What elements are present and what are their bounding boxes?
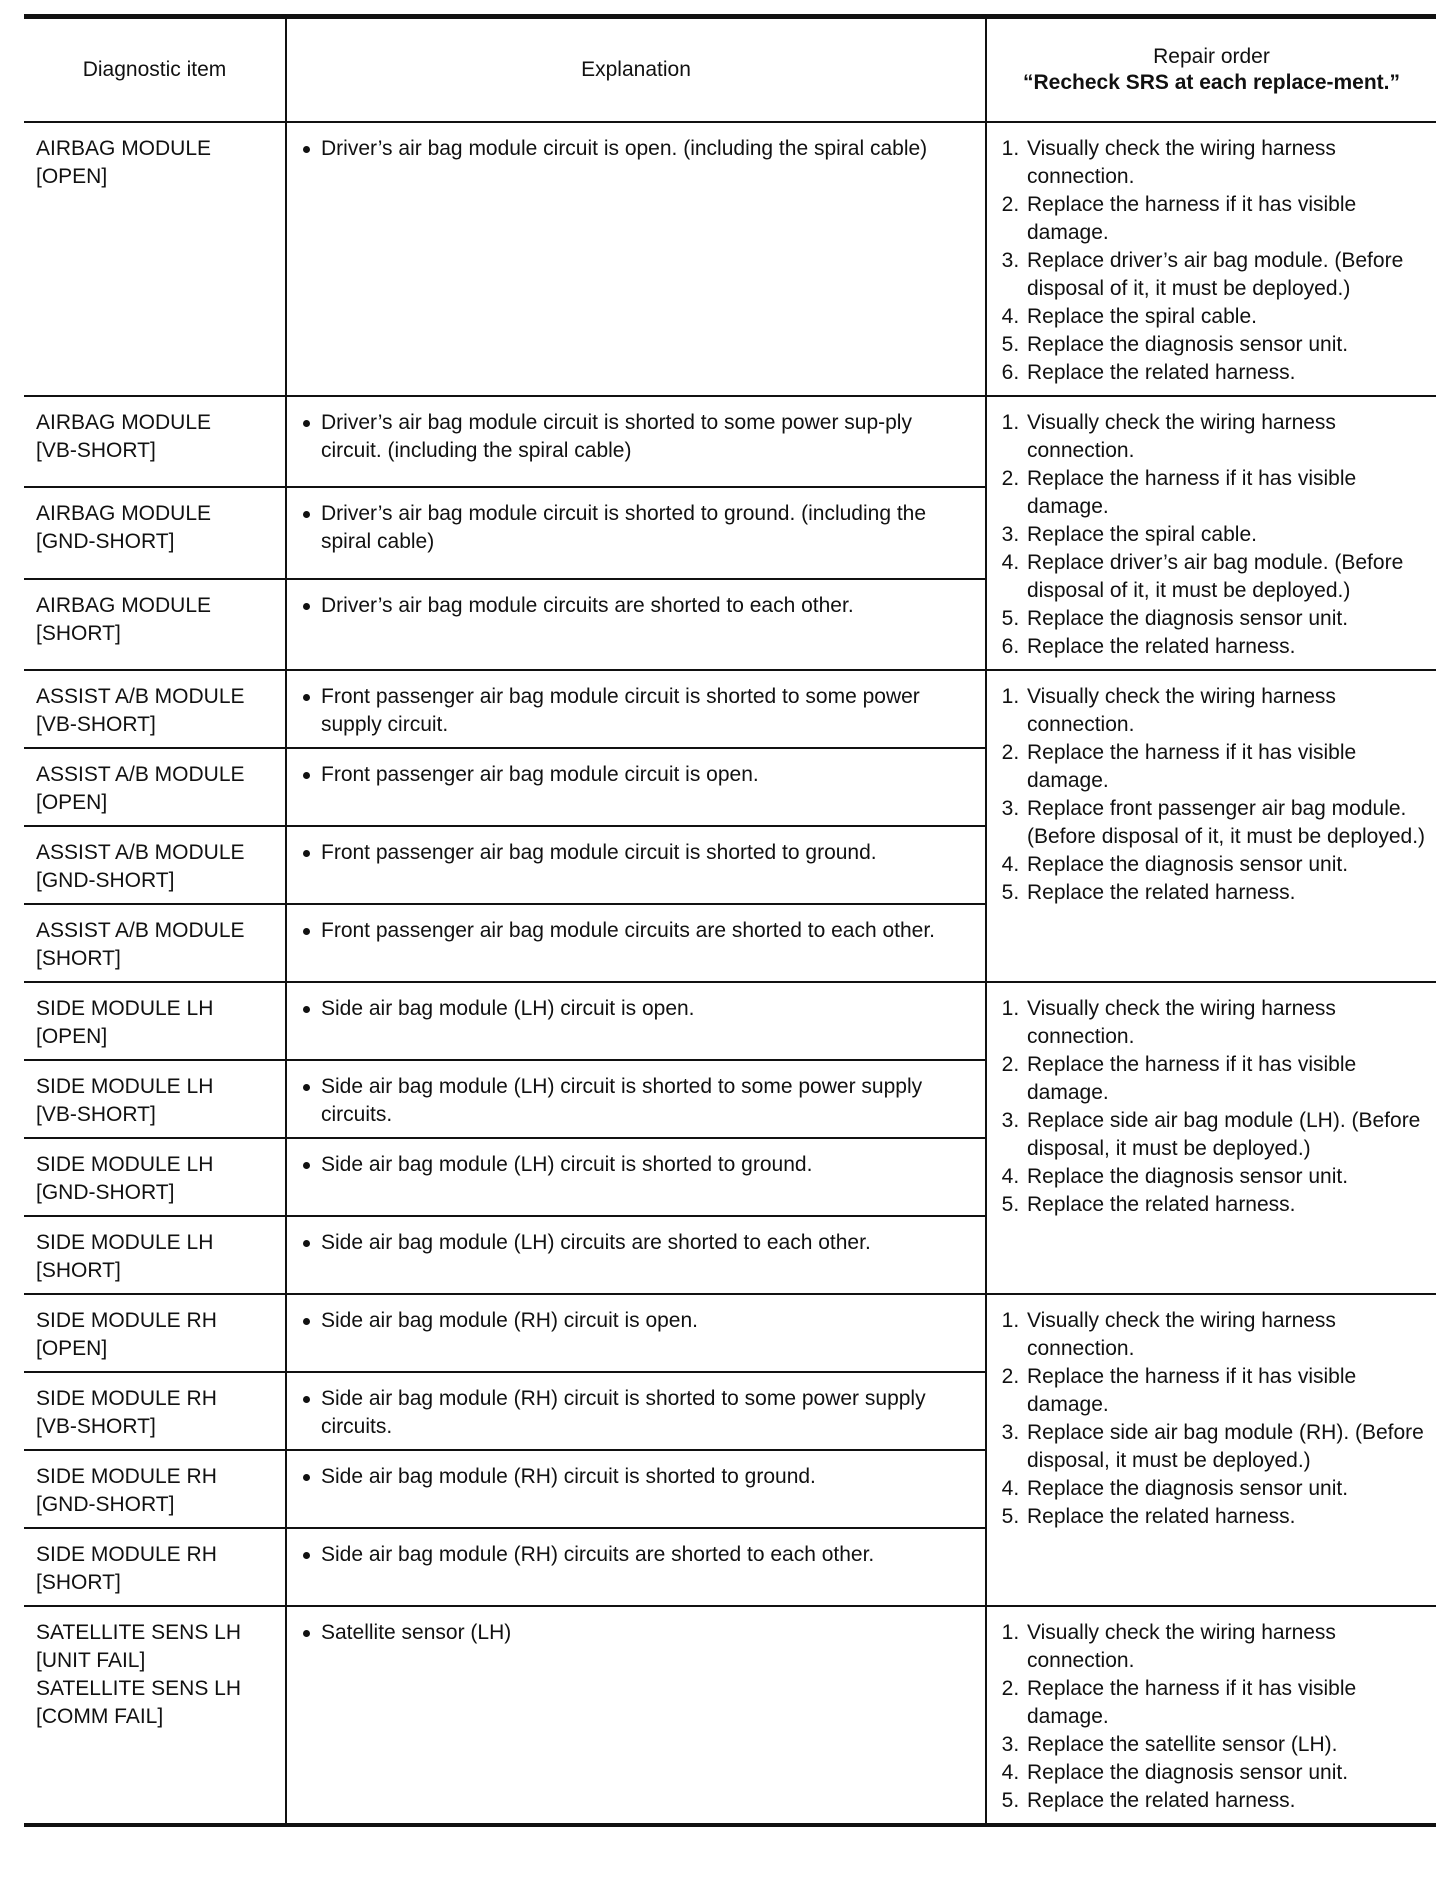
explanation-text: Side air bag module (LH) circuits are shorted to each other. <box>299 1229 975 1257</box>
table-row <box>24 982 1436 1060</box>
repair-steps <box>995 1619 1426 1815</box>
explanation-text: Front passenger air bag module circuit is open. <box>299 761 975 789</box>
item-code: [SHORT] <box>36 1259 121 1282</box>
item-name: SATELLITE SENS LH <box>36 1677 242 1700</box>
explanation-text: Front passenger air bag module circuit is shorted to ground. <box>299 839 975 867</box>
repair-step: 2. Replace the harness if it has visible damage. <box>1025 465 1426 521</box>
header-repair-note: “Recheck SRS at each replace-ment.” <box>1023 71 1400 94</box>
item-code: [OPEN] <box>36 165 108 188</box>
diagnostic-item-cell <box>24 1450 286 1528</box>
diagnostic-item-cell <box>24 579 286 670</box>
item-code: [OPEN] <box>36 791 108 814</box>
repair-step: 5. Replace the related harness. <box>1025 1503 1426 1531</box>
repair-step: 5. Replace the related harness. <box>1025 1191 1426 1219</box>
repair-step: 2. Replace the harness if it has visible damage. <box>1025 739 1426 795</box>
repair-step: 3. Replace side air bag module (LH). (Before disposal, it must be deployed.) <box>1025 1107 1426 1163</box>
header-repair-order <box>986 17 1436 123</box>
explanation-text: Driver’s air bag module circuit is shorted to ground. (including the spiral cable) <box>299 500 975 556</box>
item-code: [UNIT FAIL] <box>36 1649 146 1672</box>
repair-order-cell <box>986 670 1436 982</box>
repair-step: 3. Replace the spiral cable. <box>1025 521 1426 549</box>
explanation-text: Front passenger air bag module circuits are shorted to each other. <box>299 917 975 945</box>
item-name: ASSIST A/B MODULE <box>36 841 245 864</box>
item-code: [GND-SHORT] <box>36 530 175 554</box>
explanation-text: Driver’s air bag module circuit is shorted to some power sup-ply circuit. (including the spiral cable) <box>299 409 975 465</box>
item-code: [GND-SHORT] <box>36 869 175 892</box>
table-row <box>24 670 1436 748</box>
explanation-text: Driver’s air bag module circuit is open. (including the spiral cable) <box>299 135 975 163</box>
table-row <box>24 396 1436 487</box>
repair-step: 1. Visually check the wiring harness connection. <box>1025 1307 1426 1363</box>
explanation-cell <box>286 904 986 982</box>
diagnostic-table <box>24 14 1436 1827</box>
repair-step: 2. Replace the harness if it has visible damage. <box>1025 1675 1426 1731</box>
explanation-text: Side air bag module (LH) circuit is shorted to ground. <box>299 1151 975 1179</box>
repair-step: 5. Replace the diagnosis sensor unit. <box>1025 605 1426 633</box>
repair-order-cell <box>986 1294 1436 1606</box>
repair-step: 3. Replace the satellite sensor (LH). <box>1025 1731 1426 1759</box>
item-code: [VB-SHORT] <box>36 1415 156 1438</box>
repair-step: 3. Replace side air bag module (RH). (Before disposal, it must be deployed.) <box>1025 1419 1426 1475</box>
repair-step: 5. Replace the related harness. <box>1025 1787 1426 1815</box>
explanation-cell <box>286 1216 986 1294</box>
header-diagnostic-item: Diagnostic item <box>24 17 286 123</box>
repair-step: 2. Replace the harness if it has visible damage. <box>1025 191 1426 247</box>
repair-order-cell <box>986 1606 1436 1825</box>
table-row <box>24 1294 1436 1372</box>
explanation-cell <box>286 826 986 904</box>
explanation-cell <box>286 1138 986 1216</box>
table-row <box>24 122 1436 396</box>
explanation-text: Side air bag module (LH) circuit is shorted to some power supply circuits. <box>299 1073 975 1129</box>
explanation-cell <box>286 1450 986 1528</box>
repair-step: 1. Visually check the wiring harness connection. <box>1025 995 1426 1051</box>
explanation-cell <box>286 1528 986 1606</box>
repair-step: 4. Replace the diagnosis sensor unit. <box>1025 1475 1426 1503</box>
repair-step: 5. Replace the diagnosis sensor unit. <box>1025 331 1426 359</box>
repair-step: 1. Visually check the wiring harness connection. <box>1025 683 1426 739</box>
item-code: [GND-SHORT] <box>36 1493 175 1516</box>
explanation-text: Driver’s air bag module circuits are shorted to each other. <box>299 592 975 620</box>
repair-steps <box>995 135 1426 387</box>
explanation-cell <box>286 748 986 826</box>
repair-step: 2. Replace the harness if it has visible damage. <box>1025 1363 1426 1419</box>
item-name: AIRBAG MODULE <box>36 411 212 434</box>
explanation-cell <box>286 982 986 1060</box>
item-code: [SHORT] <box>36 621 121 645</box>
repair-order-cell <box>986 396 1436 670</box>
diagnostic-item-cell <box>24 982 286 1060</box>
item-name: SIDE MODULE LH <box>36 1153 214 1176</box>
repair-step: 2. Replace the harness if it has visible damage. <box>1025 1051 1426 1107</box>
diagnostic-item-cell <box>24 487 286 578</box>
repair-step: 4. Replace the diagnosis sensor unit. <box>1025 851 1426 879</box>
item-code: [OPEN] <box>36 1025 108 1048</box>
header-row <box>24 17 1436 123</box>
item-name: AIRBAG MODULE <box>36 593 212 617</box>
repair-step: 4. Replace driver’s air bag module. (Before disposal of it, it must be deployed.) <box>1025 549 1426 605</box>
explanation-text: Side air bag module (RH) circuit is shorted to ground. <box>299 1463 975 1491</box>
item-name: ASSIST A/B MODULE <box>36 763 245 786</box>
table-row <box>24 1606 1436 1825</box>
diagnostic-item-cell <box>24 1294 286 1372</box>
diagnostic-item-cell <box>24 748 286 826</box>
item-name: SATELLITE SENS LH <box>36 1621 242 1644</box>
explanation-text: Front passenger air bag module circuit is shorted to some power supply circuit. <box>299 683 975 739</box>
item-name: SIDE MODULE LH <box>36 1075 214 1098</box>
repair-step: 1. Visually check the wiring harness connection. <box>1025 1619 1426 1675</box>
repair-step: 1. Visually check the wiring harness connection. <box>1025 409 1426 465</box>
header-explanation: Explanation <box>286 17 986 123</box>
explanation-text: Side air bag module (RH) circuit is shorted to some power supply circuits. <box>299 1385 975 1441</box>
explanation-cell <box>286 487 986 578</box>
item-code: [SHORT] <box>36 1571 121 1594</box>
explanation-cell <box>286 1060 986 1138</box>
repair-step: 5. Replace the related harness. <box>1025 879 1426 907</box>
repair-step: 6. Replace the related harness. <box>1025 359 1426 387</box>
repair-steps <box>995 683 1426 907</box>
explanation-cell <box>286 1294 986 1372</box>
explanation-cell <box>286 122 986 396</box>
diagnostic-item-cell <box>24 1216 286 1294</box>
item-name: AIRBAG MODULE <box>36 502 212 526</box>
diagnostic-item-cell <box>24 1606 286 1825</box>
repair-steps <box>995 1307 1426 1531</box>
diagnostic-item-cell <box>24 1060 286 1138</box>
repair-step: 3. Replace front passenger air bag module. (Before disposal of it, it must be deployed.) <box>1025 795 1426 851</box>
explanation-cell <box>286 1372 986 1450</box>
explanation-cell <box>286 396 986 487</box>
item-name: SIDE MODULE RH <box>36 1387 217 1410</box>
repair-steps <box>995 409 1426 661</box>
document-page <box>24 14 1436 1827</box>
repair-order-cell <box>986 982 1436 1294</box>
item-name: SIDE MODULE RH <box>36 1543 217 1566</box>
explanation-text: Satellite sensor (LH) <box>299 1619 975 1647</box>
explanation-cell <box>286 1606 986 1825</box>
explanation-text: Side air bag module (RH) circuit is open. <box>299 1307 975 1335</box>
repair-order-cell <box>986 122 1436 396</box>
item-code: [COMM FAIL] <box>36 1705 164 1728</box>
repair-step: 6. Replace the related harness. <box>1025 633 1426 661</box>
item-code: [VB-SHORT] <box>36 713 156 736</box>
item-code: [VB-SHORT] <box>36 1103 156 1126</box>
item-name: SIDE MODULE RH <box>36 1309 217 1332</box>
diagnostic-item-cell <box>24 1528 286 1606</box>
diagnostic-item-cell <box>24 122 286 396</box>
item-name: SIDE MODULE LH <box>36 997 214 1020</box>
item-code: [SHORT] <box>36 947 121 970</box>
diagnostic-item-cell <box>24 1372 286 1450</box>
header-repair-title: Repair order <box>1153 45 1270 68</box>
repair-step: 3. Replace driver’s air bag module. (Before disposal of it, it must be deployed.) <box>1025 247 1426 303</box>
item-name: ASSIST A/B MODULE <box>36 919 245 942</box>
explanation-text: Side air bag module (LH) circuit is open. <box>299 995 975 1023</box>
diagnostic-item-cell <box>24 1138 286 1216</box>
repair-step: 1. Visually check the wiring harness connection. <box>1025 135 1426 191</box>
repair-step: 4. Replace the diagnosis sensor unit. <box>1025 1163 1426 1191</box>
diagnostic-item-cell <box>24 904 286 982</box>
item-name: SIDE MODULE LH <box>36 1231 214 1254</box>
item-code: [OPEN] <box>36 1337 108 1360</box>
explanation-cell <box>286 670 986 748</box>
repair-step: 4. Replace the diagnosis sensor unit. <box>1025 1759 1426 1787</box>
repair-steps <box>995 995 1426 1219</box>
item-name: AIRBAG MODULE <box>36 137 212 160</box>
explanation-text: Side air bag module (RH) circuits are shorted to each other. <box>299 1541 975 1569</box>
item-code: [VB-SHORT] <box>36 439 156 462</box>
diagnostic-item-cell <box>24 396 286 487</box>
explanation-cell <box>286 579 986 670</box>
repair-step: 4. Replace the spiral cable. <box>1025 303 1426 331</box>
item-name: ASSIST A/B MODULE <box>36 685 245 708</box>
item-name: SIDE MODULE RH <box>36 1465 217 1488</box>
diagnostic-item-cell <box>24 670 286 748</box>
item-code: [GND-SHORT] <box>36 1181 175 1204</box>
diagnostic-item-cell <box>24 826 286 904</box>
